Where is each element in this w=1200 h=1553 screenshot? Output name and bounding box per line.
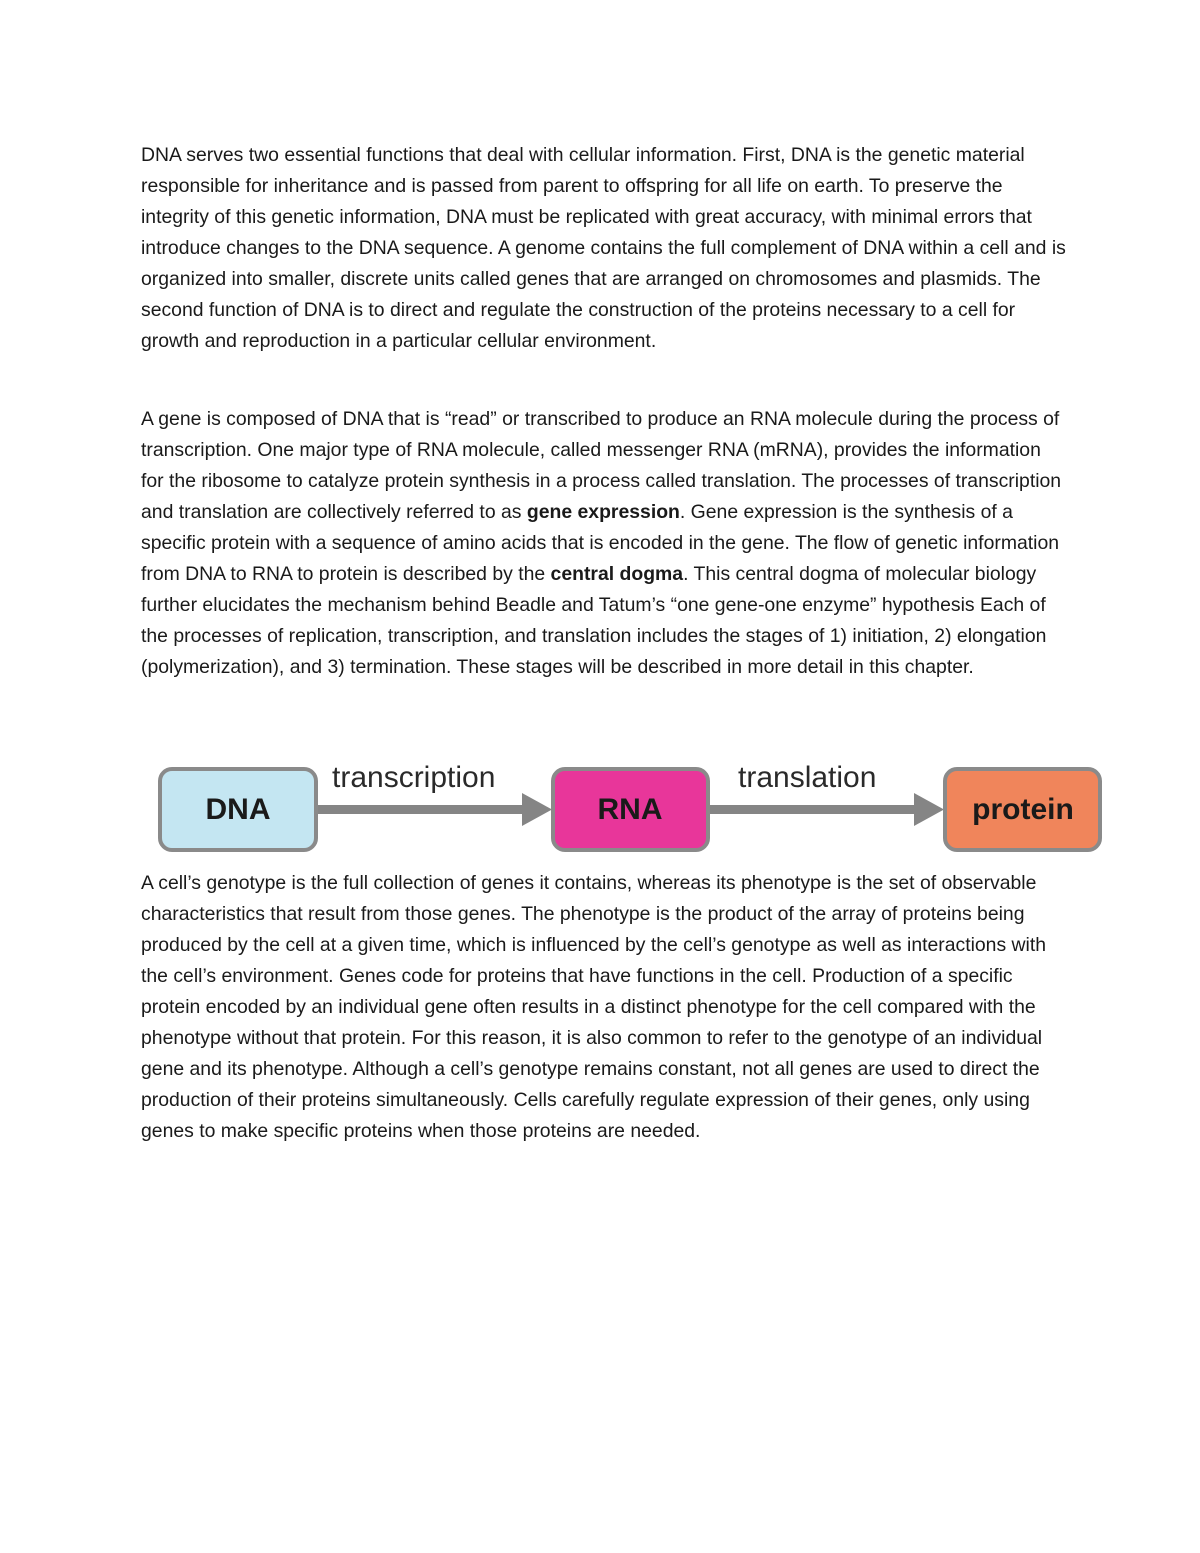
paragraph-gene-expression — [141, 404, 1066, 683]
transcription-label: transcription — [332, 761, 496, 794]
node-rna — [553, 769, 708, 850]
transcription-arrow-head — [522, 793, 552, 826]
translation-arrow-shaft — [708, 805, 916, 814]
central-dogma-svg — [150, 755, 1110, 860]
paragraph-text-segment: . This central dogma of molecular biology further elucidates the mechanism behind Beadle and Tatum’s “one gene-one enzyme” hypothesis Each of the processes of replication, transcription, and translation includes the stages of 1) initiation, 2) elongation (polymerization), and 3) termination. These stages will be described in more detail in this chapter. — [141, 563, 1047, 678]
translation-arrow — [708, 761, 944, 826]
paragraph-dna-functions: DNA serves two essential functions that deal with cellular information. First, DNA is the genetic material responsible for inheritance and is passed from parent to offspring for all life on earth. To preserve the integrity of this genetic information, DNA must be replicated with great accuracy, with minimal errors that introduce changes to the DNA sequence. A genome contains the full complement of DNA within a cell and is organized into smaller, discrete units called genes that are arranged on chromosomes and plasmids. The second function of DNA is to direct and regulate the construction of the proteins necessary to a cell for growth and reproduction in a particular cellular environment. — [141, 144, 1066, 352]
node-dna — [160, 769, 316, 850]
term-gene-expression: gene expression — [526, 501, 680, 523]
central-dogma-diagram — [150, 755, 1110, 860]
protein-label: protein — [972, 793, 1074, 826]
translation-label: translation — [738, 761, 877, 794]
transcription-arrow — [316, 761, 552, 826]
paragraph-text-segment: A gene is composed of DNA that is “read” or transcribed to produce an RNA molecule during the process of transcription. One major type of RNA molecule, called messenger RNA (mRNA), provides the information for the ribosome to catalyze protein synthesis in a process called translation. The processes of transcription and translation are collectively referred to as — [141, 408, 1062, 523]
rna-label: RNA — [597, 793, 663, 826]
term-central-dogma: central dogma — [550, 563, 684, 585]
paragraph-genotype-phenotype: A cell’s genotype is the full collection of genes it contains, whereas its phenotype is the set of observable characteristics that result from those genes. The phenotype is the product of the array of proteins being produced by the cell at a given time, which is influenced by the cell’s genotype as well as interactions with the cell’s environment. Genes code for proteins that have functions in the cell. Production of a specific protein encoded by an individual gene often results in a distinct phenotype for the cell compared with the phenotype without that protein. For this reason, it is also common to refer to the genotype of an individual gene and its phenotype. Although a cell’s genotype remains constant, not all genes are used to direct the production of their proteins simultaneously. Cells carefully regulate expression of their genes, only using genes to make specific proteins when those proteins are needed. — [141, 872, 1047, 1142]
translation-arrow-head — [914, 793, 944, 826]
paragraph-text-segment: . Gene expression is the synthesis of a specific protein with a sequence of amino acids that is encoded in the gene. The flow of genetic information from DNA to RNA to protein is described by the — [141, 501, 1060, 585]
transcription-arrow-shaft — [316, 805, 524, 814]
dna-label: DNA — [205, 793, 271, 826]
node-protein — [945, 769, 1100, 850]
